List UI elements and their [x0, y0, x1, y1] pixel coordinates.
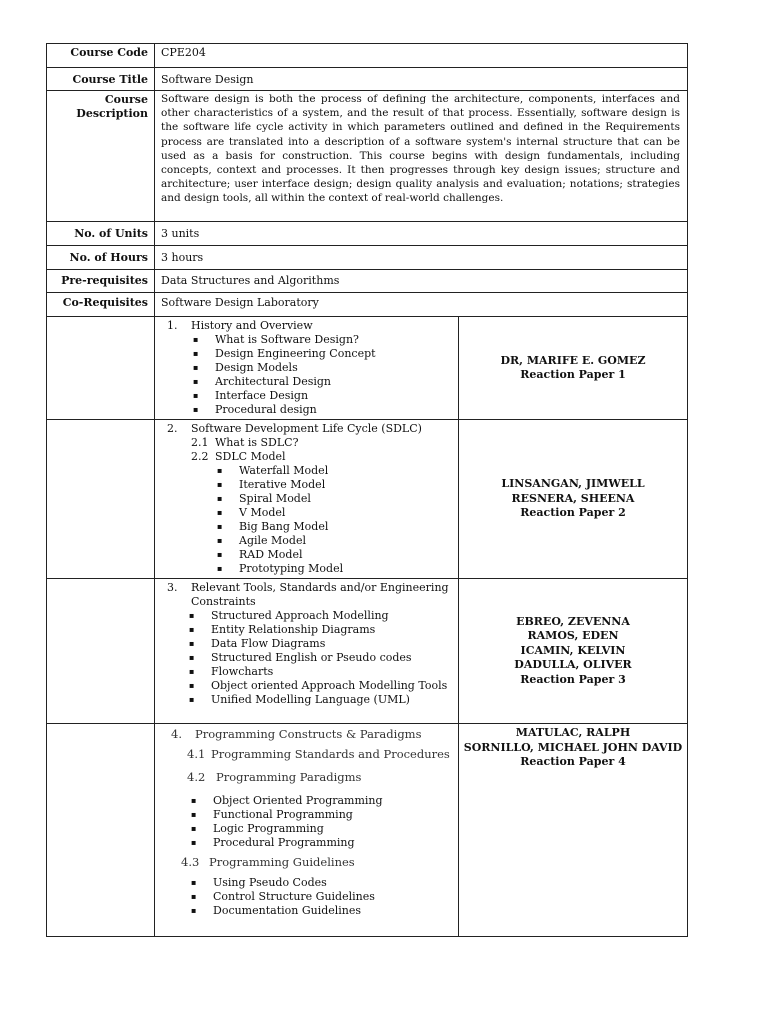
reaction-paper-label: Reaction Paper 2 [520, 506, 626, 520]
bullet-icon: ▪ [189, 653, 195, 662]
list-item [193, 347, 454, 361]
topic-1-assignees [459, 317, 688, 420]
list-item [191, 836, 454, 850]
bullet-icon: ▪ [189, 695, 195, 704]
assignee-name: RESNERA, SHEENA [511, 491, 635, 505]
list-item [217, 464, 454, 478]
reaction-paper-label: Reaction Paper 4 [520, 755, 626, 768]
bullet-icon: ▪ [193, 363, 199, 372]
assignee-name: LINSANGAN, JIMWELL [501, 477, 645, 491]
bullet-icon: ▪ [193, 405, 199, 414]
topic-item: Big Bang Model [239, 520, 329, 533]
assignee-name: ICAMIN, KELVIN [520, 643, 626, 657]
list-item [191, 890, 454, 904]
topic-item: Procedural design [215, 403, 317, 416]
list-item [189, 665, 454, 679]
prerequisites-value: Data Structures and Algorithms [155, 270, 688, 293]
bullet-icon: ▪ [217, 466, 223, 475]
bullet-icon: ▪ [191, 892, 197, 901]
topic-item: Object oriented Approach Modelling Tools [211, 679, 448, 692]
list-item [193, 333, 454, 347]
topic-item: Logic Programming [213, 822, 324, 835]
list-item [193, 361, 454, 375]
assignee-name: DR, MARIFE E. GOMEZ [500, 353, 646, 367]
topic-item: Architectural Design [215, 375, 332, 388]
topic-3-content [155, 579, 459, 724]
topic-4-assignees [459, 724, 688, 937]
topic-2-title: Software Development Life Cycle (SDLC) [191, 422, 422, 435]
topic-2-number: 2. [167, 422, 178, 435]
topic-item: RAD Model [239, 548, 303, 561]
course-info-table [46, 43, 688, 937]
bullet-icon: ▪ [189, 639, 195, 648]
topic-item: Documentation Guidelines [213, 904, 362, 917]
topic-item: What is Software Design? [215, 333, 359, 346]
topic-item: V Model [239, 506, 286, 519]
list-item [189, 623, 454, 637]
topic-4-blank-cell [47, 724, 155, 937]
subtopic [181, 850, 454, 874]
topic-3-heading [167, 581, 454, 609]
topic-1-content [155, 317, 459, 420]
list-item [191, 808, 454, 822]
bullet-icon: ▪ [189, 625, 195, 634]
course-description-value: Software design is both the process of defining the architecture, components, interfaces and other characteristics of a system, and the result of that process. Essentially, software design is the software life cycle activity in which parameters outlined and defined in the Requirements process are translated into a description of a software system's internal structure that can be used as a basis for construction. This course begins with design fundamentals, including concepts, context and processes. It then progresses through key design issues; structure and architecture; user interface design; design quality analysis and evaluation; notations; strategies and design tools, all within the context of real-world challenges. [155, 91, 688, 222]
topic-item: Interface Design [215, 389, 309, 402]
subtopic-title: Programming Paradigms [216, 770, 362, 784]
list-item [189, 651, 454, 665]
topic-item: Iterative Model [239, 478, 326, 491]
course-code-label: Course Code [47, 44, 155, 68]
bullet-icon: ▪ [217, 480, 223, 489]
bullet-icon: ▪ [191, 824, 197, 833]
bullet-icon: ▪ [193, 335, 199, 344]
list-item [217, 506, 454, 520]
topic-item: Using Pseudo Codes [213, 876, 327, 889]
course-code-value: CPE204 [155, 44, 688, 68]
description-label-line2: Description [76, 107, 148, 120]
list-item [191, 904, 454, 918]
topic-item: Functional Programming [213, 808, 353, 821]
reaction-paper-label: Reaction Paper 1 [520, 368, 626, 381]
bullet-icon: ▪ [191, 906, 197, 915]
subtopic [187, 766, 454, 788]
topic-3-assignees [459, 579, 688, 724]
topic-item: Data Flow Diagrams [211, 637, 326, 650]
subtopic-number: 4.1 [187, 747, 206, 761]
list-item [189, 637, 454, 651]
subtopic-title: SDLC Model [215, 450, 286, 463]
topic-item: Entity Relationship Diagrams [211, 623, 376, 636]
topic-item: Structured English or Pseudo codes [211, 651, 412, 664]
topic-item: Flowcharts [211, 665, 274, 678]
topic-3-blank-cell [47, 579, 155, 724]
topic-4-title: Programming Constructs & Paradigms [195, 727, 422, 741]
topic-item: Spiral Model [239, 492, 311, 505]
bullet-icon: ▪ [217, 494, 223, 503]
topic-item: Control Structure Guidelines [213, 890, 375, 903]
bullet-icon: ▪ [217, 508, 223, 517]
bullet-icon: ▪ [193, 377, 199, 386]
topic-item: Prototyping Model [239, 562, 344, 575]
bullet-icon: ▪ [191, 838, 197, 847]
topic-4-content [155, 724, 459, 937]
course-syllabus-document [46, 43, 687, 937]
list-item [217, 548, 454, 562]
topic-item: Design Engineering Concept [215, 347, 376, 360]
topic-2-content [155, 420, 459, 579]
prerequisites-label: Pre-requisites [47, 270, 155, 293]
bullet-icon: ▪ [191, 796, 197, 805]
bullet-icon: ▪ [217, 564, 223, 573]
bullet-icon: ▪ [191, 810, 197, 819]
units-value: 3 units [155, 222, 688, 246]
topic-4-number: 4. [171, 727, 182, 741]
list-item [217, 562, 454, 576]
subtopic-title: Programming Standards and Procedures [211, 747, 450, 761]
topic-item: Unified Modelling Language (UML) [211, 693, 410, 706]
topic-1-title: History and Overview [191, 319, 313, 332]
topic-3-title-line2: Constraints [191, 595, 256, 608]
bullet-icon: ▪ [217, 522, 223, 531]
list-item [217, 520, 454, 534]
list-item [189, 693, 454, 707]
topic-3-title-line1: Relevant Tools, Standards and/or Engineering [191, 581, 449, 594]
topic-item: Waterfall Model [239, 464, 329, 477]
assignee-name: EBREO, ZEVENNA [516, 614, 630, 628]
course-title-label: Course Title [47, 68, 155, 91]
subtopic-number: 4.2 [187, 770, 206, 784]
subtopic-title: What is SDLC? [215, 436, 299, 449]
topic-2-assignees [459, 420, 688, 579]
bullet-icon: ▪ [189, 681, 195, 690]
list-item [217, 492, 454, 506]
description-label-line1: Course [104, 93, 148, 106]
topic-2-heading [167, 422, 454, 436]
list-item [191, 876, 454, 890]
bullet-icon: ▪ [191, 878, 197, 887]
list-item [189, 679, 454, 693]
topic-2-blank-cell [47, 420, 155, 579]
list-item [217, 534, 454, 548]
bullet-icon: ▪ [217, 550, 223, 559]
bullet-icon: ▪ [193, 349, 199, 358]
units-label: No. of Units [47, 222, 155, 246]
assignee-name: SORNILLO, MICHAEL JOHN DAVID [463, 740, 683, 754]
topic-4-heading [171, 726, 454, 742]
corequisites-value: Software Design Laboratory [155, 293, 688, 317]
subtopic [187, 742, 454, 766]
topic-item: Design Models [215, 361, 298, 374]
subtopic-number: 4.3 [181, 855, 200, 869]
assignee-name: RAMOS, EDEN [527, 629, 619, 643]
subtopic-number: 2.2 [191, 450, 209, 463]
list-item [191, 794, 454, 808]
bullet-icon: ▪ [217, 536, 223, 545]
topic-1-number: 1. [167, 319, 178, 332]
list-item [193, 389, 454, 403]
topic-item: Structured Approach Modelling [211, 609, 389, 622]
course-title-value: Software Design [155, 68, 688, 91]
bullet-icon: ▪ [193, 391, 199, 400]
list-item [191, 822, 454, 836]
bullet-icon: ▪ [189, 667, 195, 676]
hours-label: No. of Hours [47, 246, 155, 270]
reaction-paper-label: Reaction Paper 3 [520, 672, 626, 686]
topic-3-number: 3. [167, 581, 178, 594]
subtopic-title: Programming Guidelines [209, 855, 355, 869]
list-item [189, 609, 454, 623]
subtopic [191, 450, 454, 464]
list-item [217, 478, 454, 492]
list-item [193, 375, 454, 389]
course-description-label [47, 91, 155, 222]
topic-item: Agile Model [239, 534, 306, 547]
bullet-icon: ▪ [189, 611, 195, 620]
topic-item: Object Oriented Programming [213, 794, 383, 807]
hours-value: 3 hours [155, 246, 688, 270]
subtopic [191, 436, 454, 450]
topic-item: Procedural Programming [213, 836, 355, 849]
topic-1-heading [167, 319, 454, 333]
list-item [193, 403, 454, 417]
subtopic-number: 2.1 [191, 436, 209, 449]
topic-1-blank-cell [47, 317, 155, 420]
assignee-name: MATULAC, RALPH [515, 726, 631, 739]
assignee-name: DADULLA, OLIVER [514, 658, 632, 672]
corequisites-label: Co-Requisites [47, 293, 155, 317]
